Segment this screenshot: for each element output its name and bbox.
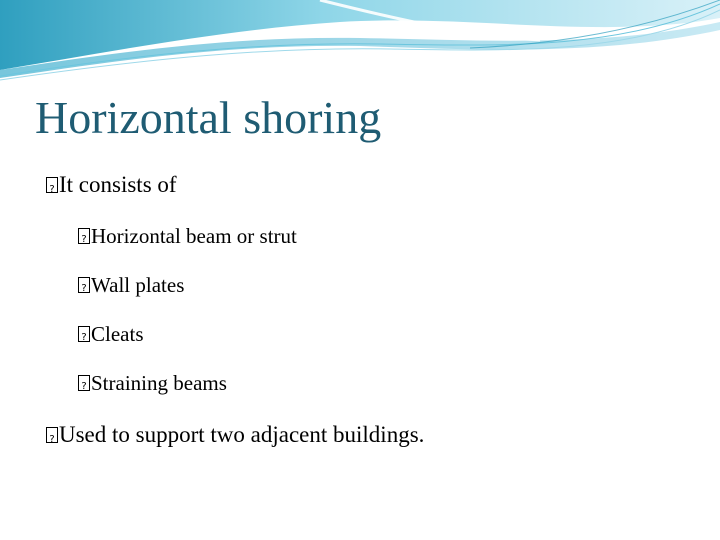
bullet-text: Straining beams bbox=[91, 371, 227, 395]
missing-glyph-icon bbox=[78, 375, 90, 391]
missing-glyph-icon bbox=[46, 177, 58, 193]
missing-glyph-icon bbox=[46, 427, 58, 443]
bullet-item-3 bbox=[78, 271, 184, 299]
missing-glyph-icon bbox=[78, 277, 90, 293]
missing-glyph-icon bbox=[78, 326, 90, 342]
header-wave-decoration bbox=[0, 0, 720, 90]
bullet-item-4 bbox=[78, 320, 144, 348]
bullet-text: Used to support two adjacent buildings. bbox=[59, 422, 425, 447]
bullet-item-6 bbox=[46, 420, 424, 450]
bullet-item-1 bbox=[46, 170, 177, 200]
bullet-text: Horizontal beam or strut bbox=[91, 224, 297, 248]
bullet-text: Cleats bbox=[91, 322, 144, 346]
bullet-text: Wall plates bbox=[91, 273, 185, 297]
bullet-item-5 bbox=[78, 369, 227, 397]
slide-title: Horizontal shoring bbox=[35, 92, 382, 143]
bullet-text: It consists of bbox=[59, 172, 177, 197]
missing-glyph-icon bbox=[78, 228, 90, 244]
bullet-item-2 bbox=[78, 222, 297, 250]
